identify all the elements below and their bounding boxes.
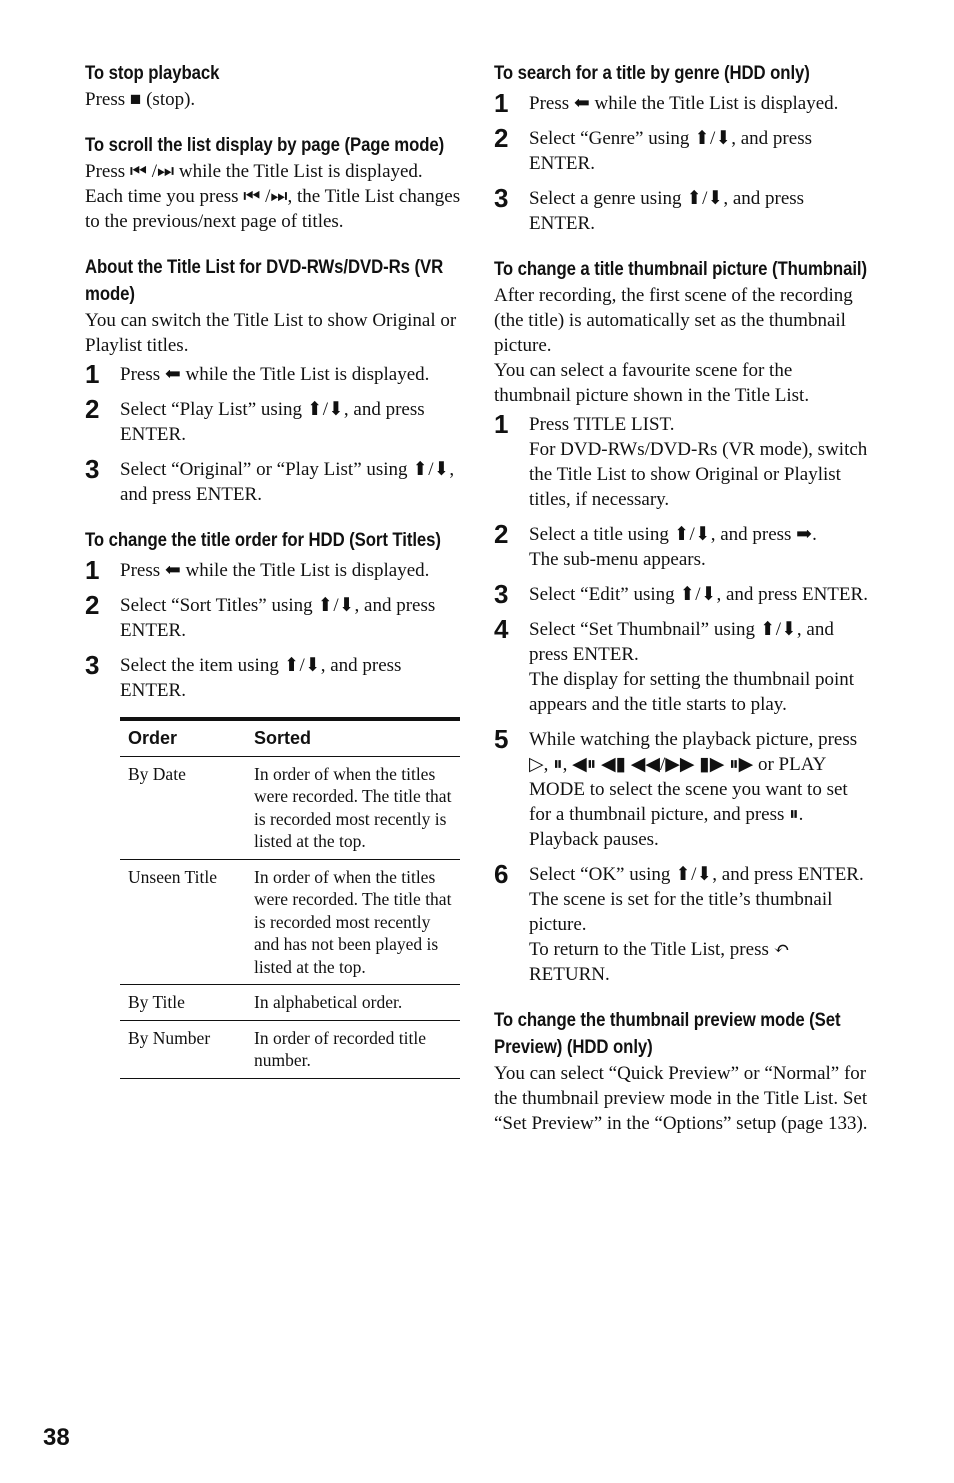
table-cell: In order of when the titles were recorded. The title that is recorded most recently is listed at the top. [246,756,460,859]
paragraph: You can select a favourite scene for the thumbnail picture shown in the Title List. [494,360,810,406]
scroll-section [85,132,463,234]
table-cell: In order of recorded title number. [246,1020,460,1078]
right-column [494,60,872,1156]
section-heading: To scroll the list display by page (Page mode) [85,134,445,156]
step-number: 3 [85,454,100,484]
step-text: Select “Original” or “Play List” using ⬆/⬇, and press ENTER. [120,459,455,505]
step-item [85,454,463,507]
step-text: Select “Set Thumbnail” using ⬆/⬇, and press ENTER. [529,619,834,665]
table-cell: In alphabetical order. [246,985,460,1021]
step-note: For DVD-RWs/DVD-Rs (VR mode), switch the Title List to show Original or Playlist titles, if necessary. [529,439,868,510]
step-number: 6 [494,859,509,889]
table-row [120,985,460,1021]
table-row [120,1020,460,1078]
section-heading: To change a title thumbnail picture (Thumbnail) [494,258,867,280]
step-list [494,409,872,987]
step-item [494,88,872,118]
step-text: Select a genre using ⬆/⬇, and press ENTER. [529,188,805,234]
section-heading: To change the thumbnail preview mode (Set Preview) (HDD only) [494,1009,841,1058]
step-list [85,555,463,703]
section-heading: To stop playback [85,62,220,84]
column-header-sorted: Sorted [246,719,460,756]
table-header-row [120,719,460,756]
step-note: The sub-menu appears. [529,549,706,570]
page-number: 38 [43,1424,70,1451]
step-list [85,359,463,507]
step-number: 2 [494,519,509,549]
step-item [494,724,872,852]
step-note: To return to the Title List, press ↶ RETURN. [529,939,790,985]
section-heading: To search for a title by genre (HDD only) [494,62,810,84]
step-note: Playback pauses. [529,829,659,850]
table-row [120,756,460,859]
about-section [85,254,463,507]
genre-section [494,60,872,236]
column-header-order: Order [120,719,246,756]
stop-section [85,60,463,112]
step-number: 1 [85,359,100,389]
step-number: 3 [85,650,100,680]
sort-section [85,527,463,1079]
table-cell: By Number [120,1020,246,1078]
step-text: Press ⬅ while the Title List is displayed. [529,93,839,114]
step-text: Press ⬅ while the Title List is displayed. [120,364,430,385]
step-text: Select “Play List” using ⬆/⬇, and press ENTER. [120,399,425,445]
table-cell: In order of when the titles were recorded. The title that is recorded most recently and has not been played is listed at the top. [246,859,460,985]
sort-table [120,717,460,1079]
step-number: 1 [494,409,509,439]
step-text: Press TITLE LIST. [529,414,675,435]
step-text: Select the item using ⬆/⬇, and press ENTER. [120,655,402,701]
step-item [85,650,463,703]
preview-section [494,1007,872,1136]
step-item [85,394,463,447]
paragraph: Press ⏮ /⏭ while the Title List is displayed. Each time you press ⏮ /⏭, the Title List changes to the previous/next page of titles. [85,161,461,232]
step-list [494,88,872,236]
step-number: 3 [494,183,509,213]
step-text: Select “OK” using ⬆/⬇, and press ENTER. [529,864,864,885]
step-item [85,555,463,585]
step-item [494,123,872,176]
step-note: The scene is set for the title’s thumbnail picture. [529,889,833,935]
step-item [85,590,463,643]
table-cell: Unseen Title [120,859,246,985]
step-text: Select “Genre” using ⬆/⬇, and press ENTER. [529,128,812,174]
paragraph: You can select “Quick Preview” or “Normal” for the thumbnail preview mode in the Title List. Set “Set Preview” in the “Options” setup (page 133). [494,1063,868,1134]
section-heading: To change the title order for HDD (Sort Titles) [85,529,441,551]
step-number: 2 [85,394,100,424]
paragraph: Press ■ (stop). [85,89,196,110]
step-number: 1 [494,88,509,118]
step-item [494,579,872,609]
step-note: The display for setting the thumbnail point appears and the title starts to play. [529,669,855,715]
step-item [494,183,872,236]
step-number: 2 [85,590,100,620]
step-text: Select “Edit” using ⬆/⬇, and press ENTER. [529,584,868,605]
step-number: 2 [494,123,509,153]
step-text: Select “Sort Titles” using ⬆/⬇, and press ENTER. [120,595,436,641]
table-row [120,859,460,985]
step-item [494,519,872,572]
thumbnail-section [494,256,872,987]
step-text: Press ⬅ while the Title List is displayed. [120,560,430,581]
table-cell: By Date [120,756,246,859]
step-text: While watching the playback picture, press ▷, ⏸, ◀⏸ ◀▮ ◀◀/▶▶ ▮▶ ⏸▶ or PLAY MODE to select the scene you want to set for a thumbnail picture, and press ⏸. [529,729,858,825]
step-item [494,859,872,987]
step-item [85,359,463,389]
paragraph: After recording, the first scene of the recording (the title) is automatically set as the thumbnail picture. [494,285,853,356]
step-number: 4 [494,614,509,644]
step-item [494,614,872,717]
step-item [494,409,872,512]
step-number: 1 [85,555,100,585]
left-column [85,60,463,1099]
section-heading: About the Title List for DVD-RWs/DVD-Rs (VR mode) [85,256,444,305]
paragraph: You can switch the Title List to show Original or Playlist titles. [85,310,457,356]
step-text: Select a title using ⬆/⬇, and press ➡. [529,524,817,545]
step-number: 3 [494,579,509,609]
step-number: 5 [494,724,509,754]
table-cell: By Title [120,985,246,1021]
